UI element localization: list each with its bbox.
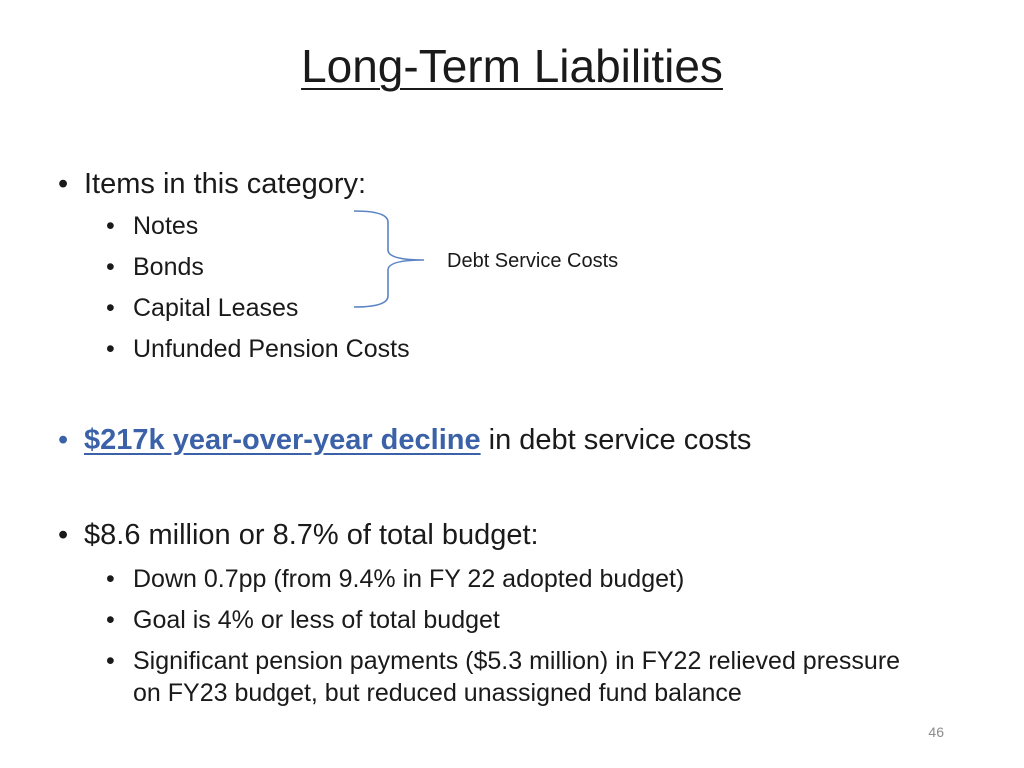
bullet-decline [58,422,751,458]
list-item-down [106,563,684,595]
bullet-glyph: • [106,647,115,675]
items-header-text: Items in this category: [84,168,367,200]
bullet-glyph: • [58,424,69,456]
bullet-items-header [58,166,366,202]
list-item-text: Bonds [133,253,204,281]
decline-rest: in debt service costs [480,424,752,456]
budget-header-text: $8.6 million or 8.7% of total budget: [84,519,539,551]
list-item-text: Goal is 4% or less of total budget [133,606,500,634]
debt-service-label: Debt Service Costs [447,250,619,272]
list-item-text: Notes [133,212,199,240]
bullet-glyph: • [58,168,69,200]
curly-brace-icon [352,208,432,312]
list-item-text: Down 0.7pp (from 9.4% in FY 22 adopted budget) [133,565,685,593]
bullet-glyph: • [106,606,115,634]
bullet-glyph: • [106,212,115,240]
list-item-pension-payments [106,645,936,709]
list-item-capital-leases [106,292,298,324]
list-item-unfunded-pension [106,333,410,365]
bullet-glyph: • [106,335,115,363]
list-item-goal [106,604,500,636]
slide-title: Long-Term Liabilities [301,40,723,92]
list-item-notes [106,210,198,242]
list-item-text: Capital Leases [133,294,299,322]
list-item-text: Significant pension payments ($5.3 million) in FY22 relieved pressure on FY23 budget, but reduced unassigned fund balance [133,647,901,707]
list-item-text: Unfunded Pension Costs [133,335,410,363]
list-item-bonds [106,251,204,283]
bullet-glyph: • [106,253,115,281]
page-number: 46 [928,724,944,740]
decline-highlight: $217k year-over-year decline [84,424,481,456]
bullet-glyph: • [106,294,115,322]
bullet-glyph: • [106,565,115,593]
bullet-glyph: • [58,519,69,551]
bullet-budget [58,517,539,553]
